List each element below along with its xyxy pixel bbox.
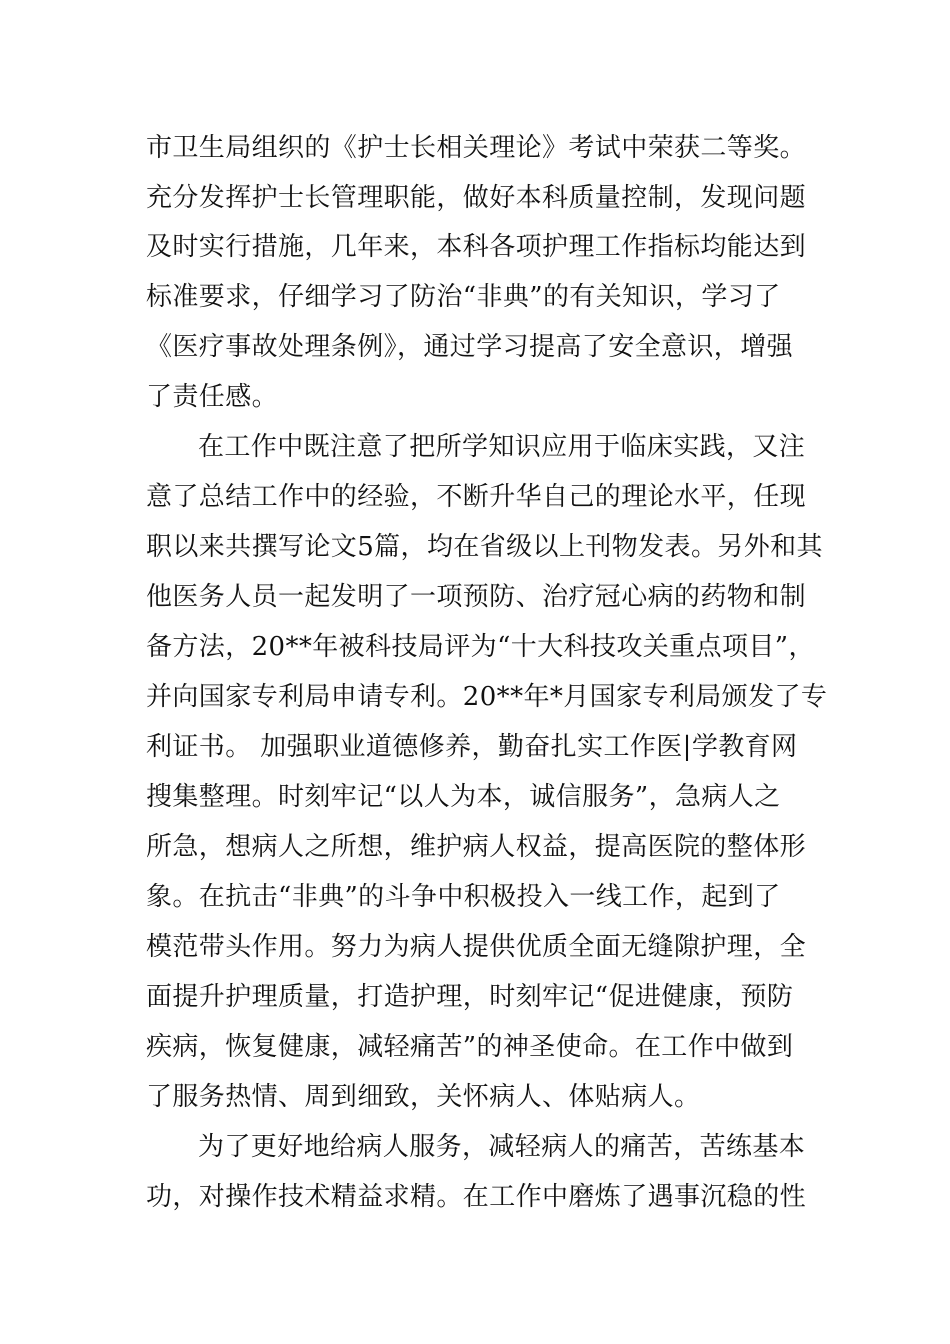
text-line: 面提升护理质量，打造护理，时刻牢记“促进健康，预防: [146, 982, 794, 1012]
text-line: 市卫生局组织的《护士长相关理论》考试中荣获二等奖。: [146, 133, 807, 163]
text-line: 备方法，20**年被科技局评为“十大科技攻关重点项目”，: [146, 632, 815, 662]
text-line: 象。在抗击“非典”的斗争中积极投入一线工作，起到了: [146, 882, 781, 912]
text-line: 了责任感。: [146, 382, 279, 412]
text-line: 搜集整理。时刻牢记“以人为本，诚信服务”，急病人之: [146, 782, 781, 812]
text-line: 及时实行措施，几年来，本科各项护理工作指标均能达到: [146, 232, 807, 262]
text-line: 模范带头作用。努力为病人提供优质全面无缝隙护理，全: [146, 932, 807, 962]
text-line: 利证书。 加强职业道德修养，勤奋扎实工作医|学教育网: [146, 732, 798, 762]
text-line: 充分发挥护士长管理职能，做好本科质量控制，发现问题: [146, 183, 807, 213]
text-line: 功，对操作技术精益求精。在工作中磨炼了遇事沉稳的性: [146, 1182, 807, 1212]
text-line: 他医务人员一起发明了一项预防、治疗冠心病的药物和制: [146, 582, 807, 612]
text-line: 了服务热情、周到细致，关怀病人、体贴病人。: [146, 1082, 701, 1112]
text-line: 意了总结工作中的经验，不断升华自己的理论水平，任现: [146, 482, 807, 512]
text-line: 并向国家专利局申请专利。20**年*月国家专利局颁发了专: [146, 682, 828, 712]
text-line: 疾病，恢复健康，减轻痛苦”的神圣使命。在工作中做到: [146, 1032, 794, 1062]
text-line: 为了更好地给病人服务，减轻病人的痛苦，苦练基本: [198, 1132, 806, 1162]
text-line: 所急，想病人之所想，维护病人权益，提高医院的整体形: [146, 832, 807, 862]
text-line: 职以来共撰写论文5篇，均在省级以上刊物发表。另外和其: [146, 532, 823, 562]
text-line: 标准要求，仔细学习了防治“非典”的有关知识，学习了: [146, 282, 781, 312]
text-line: 在工作中既注意了把所学知识应用于临床实践，又注: [198, 432, 806, 462]
text-line: 《医疗事故处理条例》，通过学习提高了安全意识，增强: [146, 332, 794, 362]
